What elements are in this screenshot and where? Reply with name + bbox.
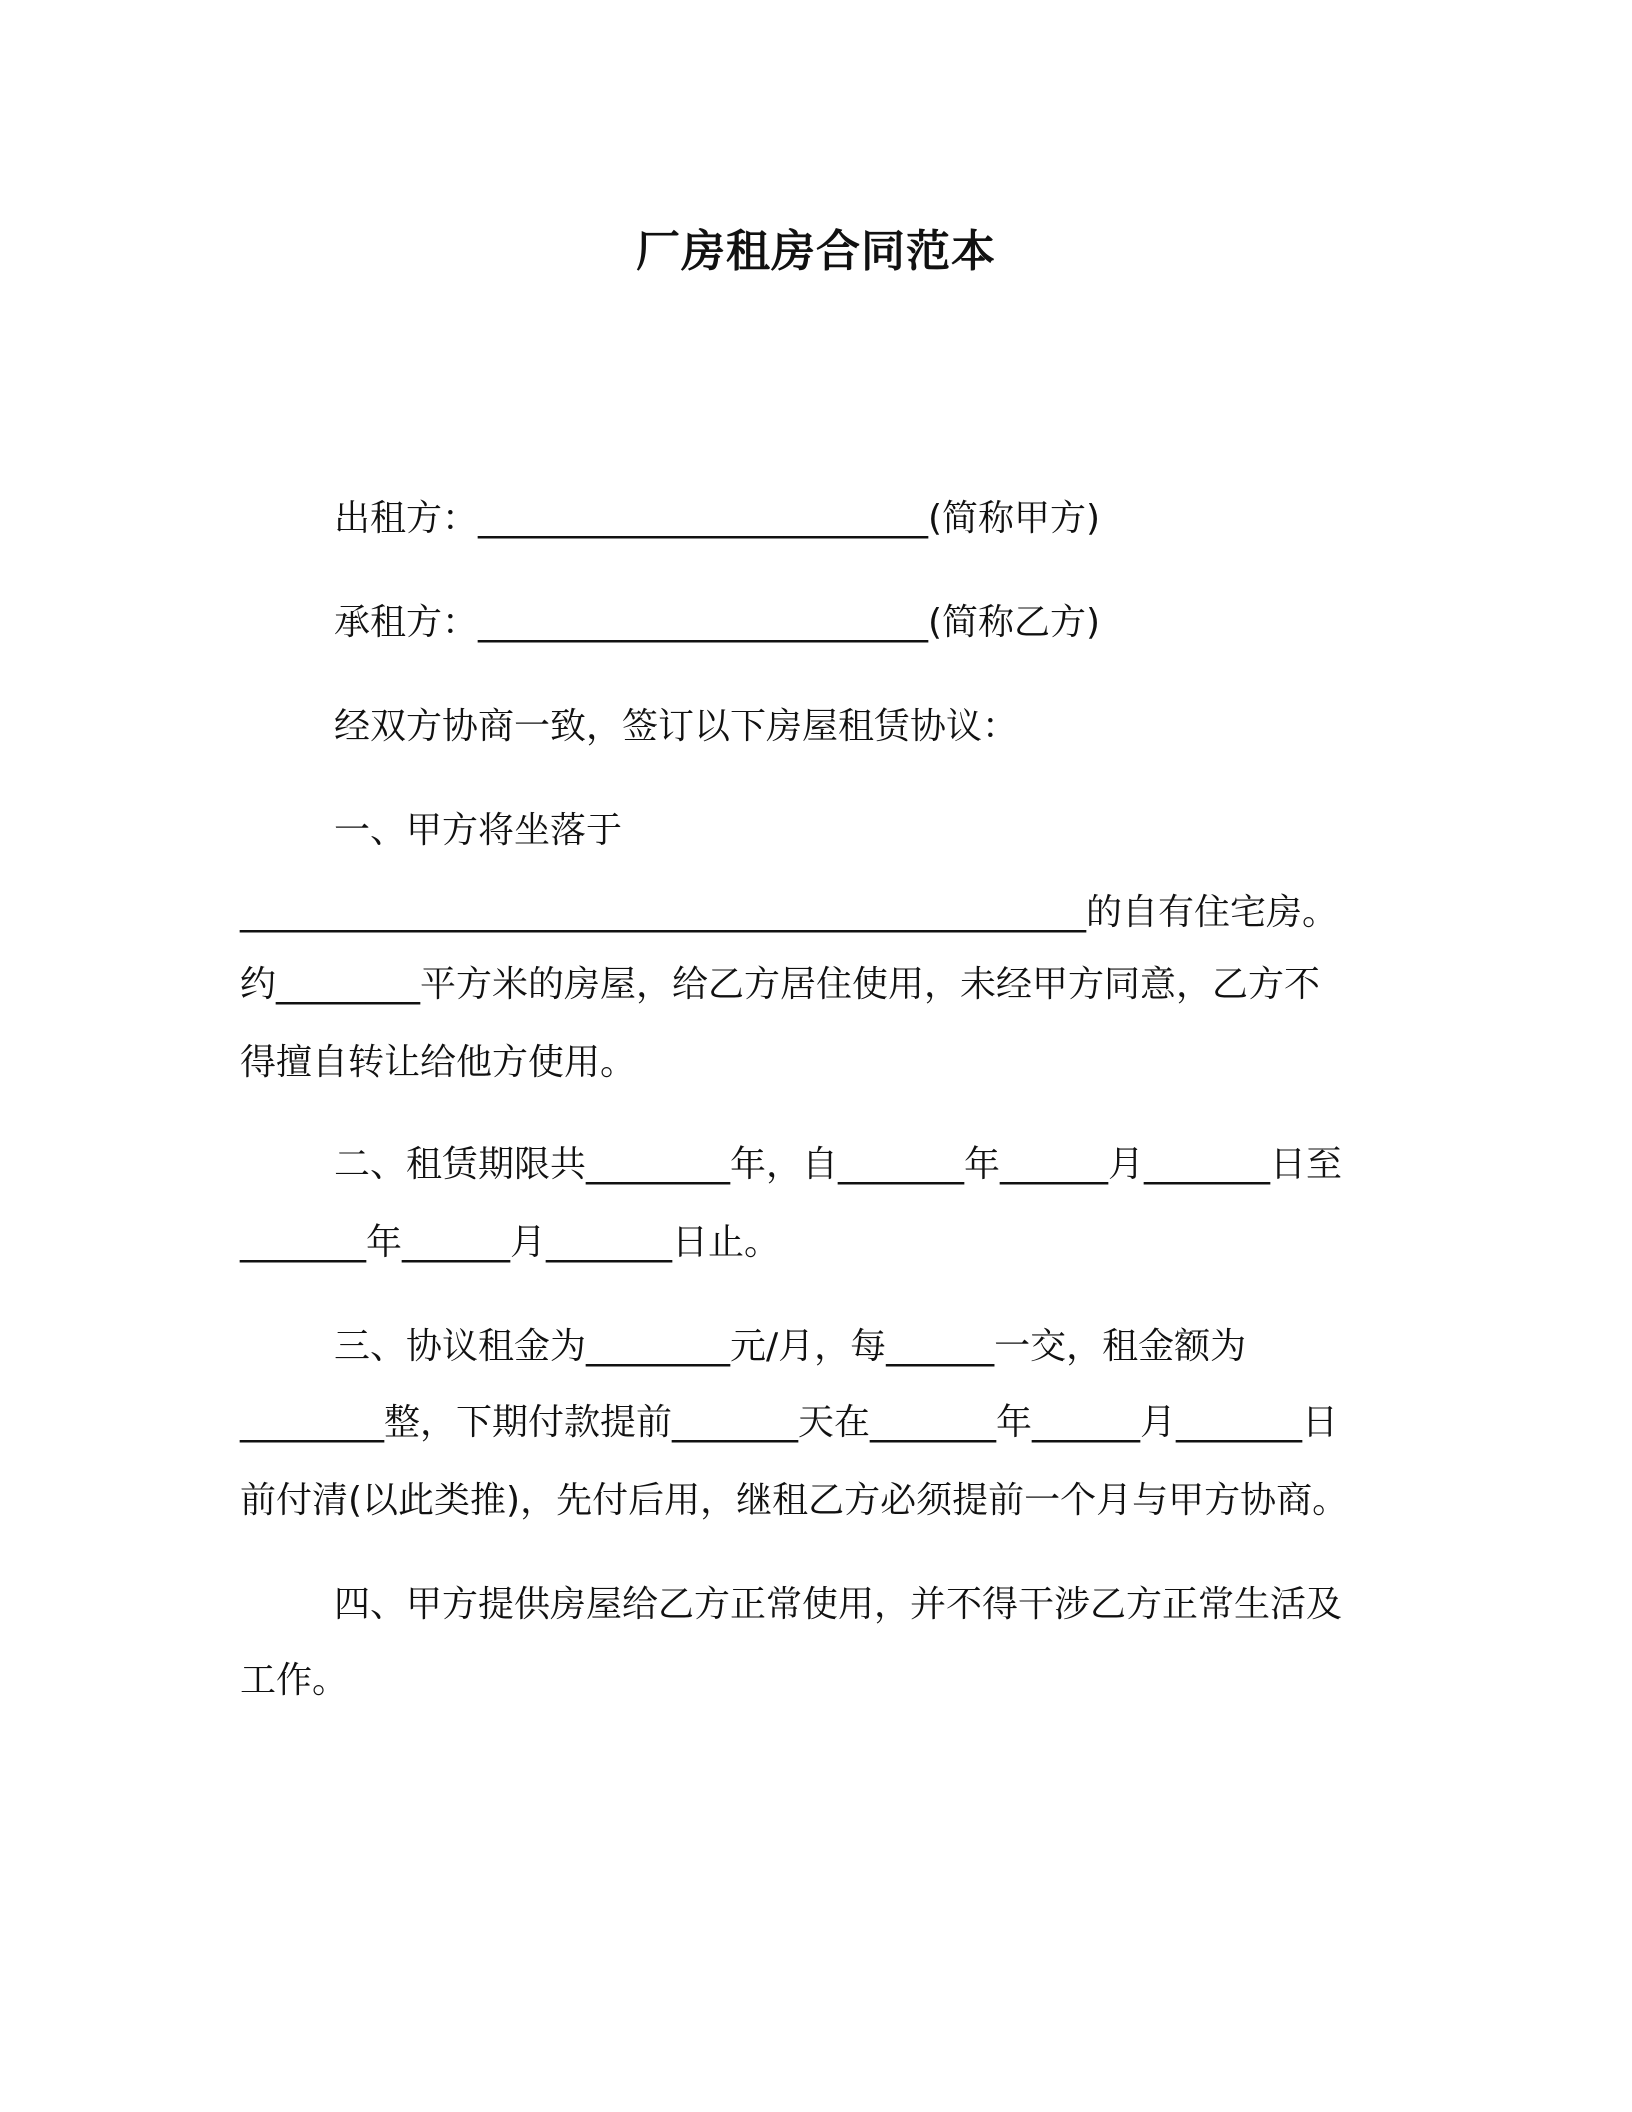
clause3-line1: 三、协议租金为________元/月，每______一交，租金额为 — [334, 1326, 1247, 1367]
clause2-line2: _______年______月_______日止。 — [240, 1222, 781, 1263]
clause4-line1: 四、甲方提供房屋给乙方正常使用，并不得干涉乙方正常生活及 — [334, 1584, 1343, 1625]
clause1-line4: 得擅自转让给他方使用。 — [240, 1042, 637, 1083]
intro-line: 经双方协商一致，签订以下房屋租赁协议： — [334, 706, 1019, 747]
lessor-line: 出租方：_________________________(简称甲方) — [334, 498, 1101, 539]
lessee-line: 承租方：_________________________(简称乙方) — [334, 602, 1101, 643]
document-title: 厂房租房合同范本 — [636, 226, 996, 277]
clause1-line2: _______________________________________________的自有住宅房。 — [240, 892, 1339, 933]
clause3-line3: 前付清(以此类推)，先付后用，继租乙方必须提前一个月与甲方协商。 — [240, 1480, 1349, 1521]
clause1-line3: 约________平方米的房屋，给乙方居住使用，未经甲方同意，乙方不 — [240, 964, 1321, 1005]
clause4-line2: 工作。 — [240, 1660, 349, 1701]
clause1-line1: 一、甲方将坐落于 — [334, 810, 623, 851]
clause3-line2: ________整，下期付款提前_______天在_______年______月_______日 — [240, 1402, 1339, 1443]
clause2-line1: 二、租赁期限共________年，自_______年______月_______日至 — [334, 1144, 1343, 1185]
